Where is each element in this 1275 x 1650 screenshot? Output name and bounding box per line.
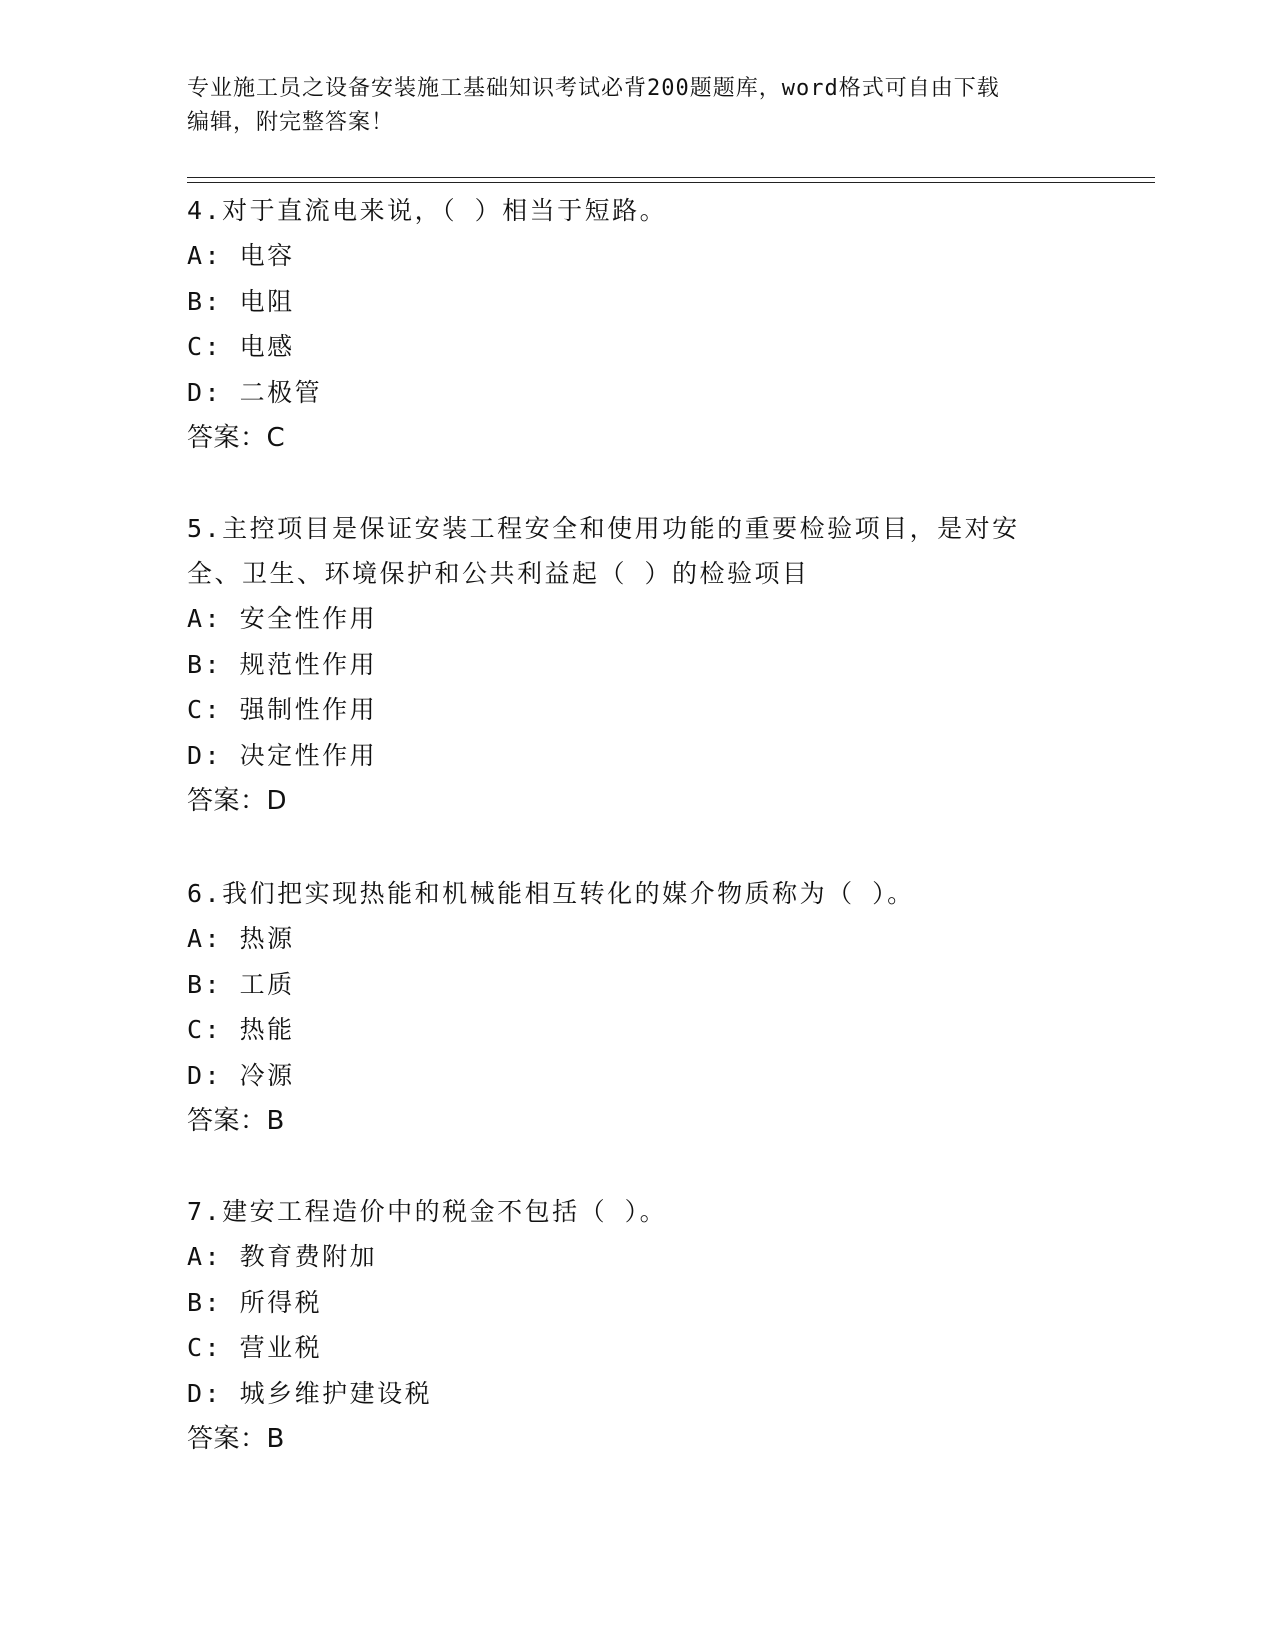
- option-d: D: 冷源: [187, 1060, 295, 1090]
- question-4: [187, 188, 1087, 461]
- question-text-line-1: 5.主控项目是保证安装工程安全和使用功能的重要检验项目，是对安: [187, 514, 1020, 543]
- header-divider-top: [187, 177, 1155, 178]
- option-a: A: 电容: [187, 241, 295, 270]
- option-c: C: 营业税: [187, 1333, 323, 1362]
- option-b: B: 所得税: [187, 1287, 323, 1317]
- option-a: A: 热源: [187, 924, 295, 953]
- question-text: 4.对于直流电来说，（ ）相当于短路。: [187, 196, 668, 225]
- header-title-line-2: 编辑，附完整答案！: [187, 110, 395, 135]
- option-c: C: 热能: [187, 1015, 295, 1044]
- answer-line: 答案：C: [187, 423, 286, 453]
- question-5: [187, 506, 1087, 824]
- option-b: B: 规范性作用: [187, 649, 378, 679]
- question-text-line-2: 全、卫生、环境保护和公共利益起（ ）的检验项目: [187, 559, 810, 588]
- header-title-line-1: 专业施工员之设备安装施工基础知识考试必背200题题库，word格式可自由下载: [187, 76, 1000, 101]
- question-text: 6.我们把实现热能和机械能相互转化的媒介物质称为（ ）。: [187, 879, 915, 908]
- option-d: D: 决定性作用: [187, 740, 378, 770]
- answer-line: 答案：B: [187, 1424, 285, 1454]
- question-6: [187, 871, 1087, 1144]
- option-d: D: 城乡维护建设税: [187, 1378, 433, 1408]
- option-c: C: 强制性作用: [187, 695, 378, 724]
- option-b: B: 工质: [187, 969, 295, 999]
- question-text: 7.建安工程造价中的税金不包括（ ）。: [187, 1197, 668, 1226]
- document-header: [187, 72, 1087, 140]
- answer-line: 答案：D: [187, 786, 288, 816]
- option-b: B: 电阻: [187, 286, 295, 316]
- header-divider-bottom: [187, 182, 1155, 183]
- option-d: D: 二极管: [187, 377, 323, 407]
- option-a: A: 教育费附加: [187, 1242, 378, 1271]
- question-7: [187, 1189, 1087, 1462]
- answer-line: 答案：B: [187, 1106, 285, 1136]
- option-c: C: 电感: [187, 332, 295, 361]
- option-a: A: 安全性作用: [187, 604, 378, 633]
